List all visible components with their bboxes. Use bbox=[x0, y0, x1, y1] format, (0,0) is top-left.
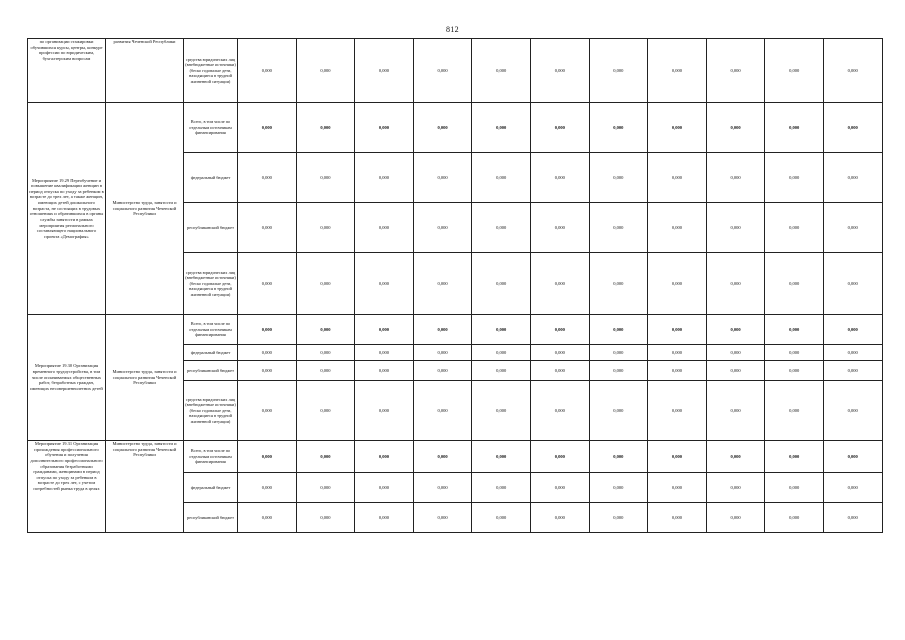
amount-cell: 0,000 bbox=[238, 361, 297, 381]
amount-cell: 0,000 bbox=[296, 473, 355, 503]
amount-cell: 0,000 bbox=[765, 39, 824, 103]
amount-cell: 0,000 bbox=[355, 503, 414, 533]
amount-cell: 0,000 bbox=[823, 253, 882, 315]
executor-cell: развития Чеченской Республики bbox=[106, 39, 184, 103]
amount-cell: 0,000 bbox=[296, 441, 355, 473]
amount-cell: 0,000 bbox=[472, 381, 531, 441]
table-row bbox=[28, 441, 883, 473]
amount-cell: 0,000 bbox=[648, 441, 707, 473]
amount-cell: 0,000 bbox=[238, 253, 297, 315]
amount-cell: 0,000 bbox=[589, 253, 648, 315]
event-name-cell: по организации стажировки обучившихся курсы, центры, конкуре профессии по юридическим, бухгалтерским вопросам bbox=[28, 39, 106, 103]
amount-cell: 0,000 bbox=[823, 153, 882, 203]
amount-cell: 0,000 bbox=[238, 503, 297, 533]
amount-cell: 0,000 bbox=[706, 503, 765, 533]
amount-cell: 0,000 bbox=[765, 153, 824, 203]
amount-cell: 0,000 bbox=[765, 253, 824, 315]
amount-cell: 0,000 bbox=[648, 253, 707, 315]
amount-cell: 0,000 bbox=[472, 361, 531, 381]
amount-cell: 0,000 bbox=[355, 103, 414, 153]
amount-cell: 0,000 bbox=[648, 503, 707, 533]
amount-cell: 0,000 bbox=[355, 315, 414, 345]
table-row bbox=[28, 103, 883, 153]
amount-cell: 0,000 bbox=[706, 203, 765, 253]
amount-cell: 0,000 bbox=[589, 103, 648, 153]
amount-cell: 0,000 bbox=[765, 361, 824, 381]
amount-cell: 0,000 bbox=[765, 441, 824, 473]
amount-cell: 0,000 bbox=[355, 153, 414, 203]
amount-cell: 0,000 bbox=[530, 381, 589, 441]
amount-cell: 0,000 bbox=[530, 203, 589, 253]
amount-cell: 0,000 bbox=[648, 103, 707, 153]
amount-cell: 0,000 bbox=[823, 103, 882, 153]
amount-cell: 0,000 bbox=[238, 153, 297, 203]
amount-cell: 0,000 bbox=[530, 503, 589, 533]
funding-source-cell: Всего, в том числе по отдельным источникам финансирования bbox=[184, 103, 238, 153]
amount-cell: 0,000 bbox=[413, 315, 472, 345]
amount-cell: 0,000 bbox=[765, 473, 824, 503]
amount-cell: 0,000 bbox=[823, 441, 882, 473]
amount-cell: 0,000 bbox=[765, 345, 824, 361]
amount-cell: 0,000 bbox=[355, 441, 414, 473]
event-name-cell: Мероприятие 19.29 Переобучение и повышение квалификации женщин в период отпуска по уходу за ребенком в возрасте до трех лет, а также женщин, имеющих детей дошкольного возраста, не состоящих в трудовых отношениях и обратившихся в органы службы занятости в рамках мероприятия регионального составляющего национального проекта «Демография» bbox=[28, 103, 106, 315]
table-row bbox=[28, 315, 883, 345]
amount-cell: 0,000 bbox=[589, 441, 648, 473]
amount-cell: 0,000 bbox=[706, 153, 765, 203]
amount-cell: 0,000 bbox=[238, 315, 297, 345]
amount-cell: 0,000 bbox=[296, 381, 355, 441]
event-name-cell: Мероприятие 19.30 Организация временного трудоустройства, в том числе оплачиваемых общественных работ, безработных граждан, имеющих несовершеннолетних детей bbox=[28, 315, 106, 441]
amount-cell: 0,000 bbox=[413, 473, 472, 503]
funding-source-cell: средства юридических лиц (внебюджетные источники) (беско годовалые дети, находящиеся в трудной жизненной ситуации) bbox=[184, 39, 238, 103]
funding-source-cell: средства юридических лиц (внебюджетные источники) (беско годовалые дети, находящиеся в трудной жизненной ситуации) bbox=[184, 253, 238, 315]
funding-source-cell: федеральный бюджет bbox=[184, 473, 238, 503]
amount-cell: 0,000 bbox=[472, 503, 531, 533]
budget-table bbox=[27, 38, 883, 533]
amount-cell: 0,000 bbox=[413, 361, 472, 381]
amount-cell: 0,000 bbox=[648, 153, 707, 203]
amount-cell: 0,000 bbox=[238, 441, 297, 473]
amount-cell: 0,000 bbox=[472, 203, 531, 253]
amount-cell: 0,000 bbox=[648, 361, 707, 381]
amount-cell: 0,000 bbox=[296, 39, 355, 103]
table-row bbox=[28, 39, 883, 103]
amount-cell: 0,000 bbox=[413, 441, 472, 473]
executor-cell: Министерство труда, занятости и социального развития Чеченской Республики bbox=[106, 315, 184, 441]
amount-cell: 0,000 bbox=[765, 203, 824, 253]
funding-source-cell: республиканский бюджет bbox=[184, 503, 238, 533]
amount-cell: 0,000 bbox=[648, 345, 707, 361]
amount-cell: 0,000 bbox=[765, 503, 824, 533]
amount-cell: 0,000 bbox=[648, 381, 707, 441]
amount-cell: 0,000 bbox=[413, 153, 472, 203]
funding-source-cell: федеральный бюджет bbox=[184, 345, 238, 361]
amount-cell: 0,000 bbox=[589, 381, 648, 441]
amount-cell: 0,000 bbox=[706, 361, 765, 381]
amount-cell: 0,000 bbox=[413, 103, 472, 153]
amount-cell: 0,000 bbox=[413, 345, 472, 361]
amount-cell: 0,000 bbox=[530, 103, 589, 153]
amount-cell: 0,000 bbox=[355, 473, 414, 503]
amount-cell: 0,000 bbox=[472, 39, 531, 103]
amount-cell: 0,000 bbox=[589, 361, 648, 381]
funding-source-cell: средства юридических лиц (внебюджетные источники) (беско годовалые дети, находящиеся в трудной жизненной ситуации) bbox=[184, 381, 238, 441]
amount-cell: 0,000 bbox=[706, 253, 765, 315]
amount-cell: 0,000 bbox=[823, 361, 882, 381]
amount-cell: 0,000 bbox=[296, 503, 355, 533]
amount-cell: 0,000 bbox=[530, 361, 589, 381]
amount-cell: 0,000 bbox=[706, 381, 765, 441]
amount-cell: 0,000 bbox=[823, 503, 882, 533]
executor-cell: Министерство труда, занятости и социального развития Чеченской Республики bbox=[106, 103, 184, 315]
amount-cell: 0,000 bbox=[355, 39, 414, 103]
event-name-cell: Мероприятие 19.31 Организация прохождения профессионального обучения и получения дополнительного профессионального образования безработными гражданами, женщинами в период отпуска по уходу за ребенком в возрасте до трех лет, с учетом потребностей рынка труда в целях bbox=[28, 441, 106, 533]
amount-cell: 0,000 bbox=[296, 345, 355, 361]
amount-cell: 0,000 bbox=[355, 381, 414, 441]
amount-cell: 0,000 bbox=[472, 441, 531, 473]
amount-cell: 0,000 bbox=[472, 153, 531, 203]
amount-cell: 0,000 bbox=[765, 103, 824, 153]
funding-source-cell: федеральный бюджет bbox=[184, 153, 238, 203]
amount-cell: 0,000 bbox=[530, 473, 589, 503]
amount-cell: 0,000 bbox=[706, 315, 765, 345]
amount-cell: 0,000 bbox=[823, 345, 882, 361]
amount-cell: 0,000 bbox=[765, 381, 824, 441]
amount-cell: 0,000 bbox=[706, 473, 765, 503]
amount-cell: 0,000 bbox=[530, 315, 589, 345]
amount-cell: 0,000 bbox=[765, 315, 824, 345]
amount-cell: 0,000 bbox=[296, 253, 355, 315]
amount-cell: 0,000 bbox=[355, 361, 414, 381]
amount-cell: 0,000 bbox=[589, 153, 648, 203]
amount-cell: 0,000 bbox=[355, 345, 414, 361]
amount-cell: 0,000 bbox=[823, 381, 882, 441]
amount-cell: 0,000 bbox=[413, 39, 472, 103]
amount-cell: 0,000 bbox=[648, 39, 707, 103]
page-number: 812 bbox=[446, 25, 459, 34]
funding-source-cell: Всего, в том числе по отдельным источникам финансирования bbox=[184, 315, 238, 345]
amount-cell: 0,000 bbox=[648, 203, 707, 253]
amount-cell: 0,000 bbox=[238, 381, 297, 441]
amount-cell: 0,000 bbox=[823, 315, 882, 345]
amount-cell: 0,000 bbox=[355, 253, 414, 315]
amount-cell: 0,000 bbox=[706, 345, 765, 361]
amount-cell: 0,000 bbox=[648, 473, 707, 503]
amount-cell: 0,000 bbox=[706, 39, 765, 103]
amount-cell: 0,000 bbox=[296, 361, 355, 381]
amount-cell: 0,000 bbox=[355, 203, 414, 253]
amount-cell: 0,000 bbox=[413, 381, 472, 441]
amount-cell: 0,000 bbox=[530, 39, 589, 103]
amount-cell: 0,000 bbox=[823, 39, 882, 103]
amount-cell: 0,000 bbox=[530, 153, 589, 203]
executor-cell: Министерство труда, занятости и социального развития Чеченской Республики bbox=[106, 441, 184, 533]
amount-cell: 0,000 bbox=[413, 203, 472, 253]
amount-cell: 0,000 bbox=[706, 103, 765, 153]
amount-cell: 0,000 bbox=[296, 103, 355, 153]
amount-cell: 0,000 bbox=[823, 203, 882, 253]
amount-cell: 0,000 bbox=[238, 39, 297, 103]
amount-cell: 0,000 bbox=[238, 473, 297, 503]
amount-cell: 0,000 bbox=[472, 315, 531, 345]
amount-cell: 0,000 bbox=[472, 253, 531, 315]
amount-cell: 0,000 bbox=[589, 503, 648, 533]
amount-cell: 0,000 bbox=[296, 315, 355, 345]
funding-source-cell: республиканский бюджет bbox=[184, 203, 238, 253]
amount-cell: 0,000 bbox=[706, 441, 765, 473]
amount-cell: 0,000 bbox=[296, 153, 355, 203]
amount-cell: 0,000 bbox=[589, 39, 648, 103]
amount-cell: 0,000 bbox=[589, 203, 648, 253]
amount-cell: 0,000 bbox=[530, 345, 589, 361]
amount-cell: 0,000 bbox=[472, 345, 531, 361]
amount-cell: 0,000 bbox=[238, 345, 297, 361]
amount-cell: 0,000 bbox=[238, 103, 297, 153]
amount-cell: 0,000 bbox=[530, 253, 589, 315]
amount-cell: 0,000 bbox=[589, 473, 648, 503]
amount-cell: 0,000 bbox=[823, 473, 882, 503]
amount-cell: 0,000 bbox=[589, 315, 648, 345]
amount-cell: 0,000 bbox=[413, 503, 472, 533]
funding-source-cell: Всего, в том числе по отдельным источникам финансирования bbox=[184, 441, 238, 473]
amount-cell: 0,000 bbox=[589, 345, 648, 361]
amount-cell: 0,000 bbox=[472, 103, 531, 153]
amount-cell: 0,000 bbox=[530, 441, 589, 473]
amount-cell: 0,000 bbox=[296, 203, 355, 253]
amount-cell: 0,000 bbox=[648, 315, 707, 345]
amount-cell: 0,000 bbox=[472, 473, 531, 503]
amount-cell: 0,000 bbox=[413, 253, 472, 315]
amount-cell: 0,000 bbox=[238, 203, 297, 253]
funding-source-cell: республиканский бюджет bbox=[184, 361, 238, 381]
